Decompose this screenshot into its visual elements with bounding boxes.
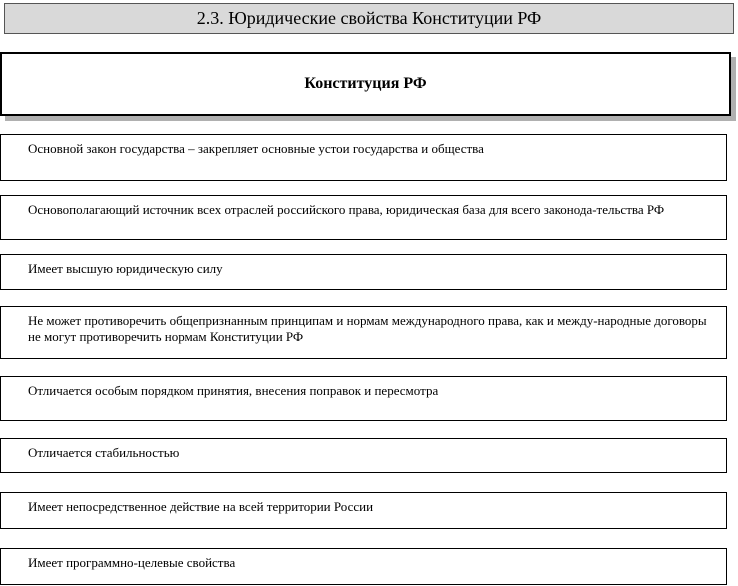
property-text: Основной закон государства – закрепляет основные устои государства и общества [28, 141, 484, 156]
property-box [0, 376, 727, 421]
property-text: Не может противоречить общепризнанным принципам и нормам международного права, как и между-народные договоры не могут противоречить нормам Конституции РФ [28, 313, 707, 344]
property-text: Имеет непосредственное действие на всей территории России [28, 499, 374, 514]
property-box [0, 254, 727, 290]
property-box [0, 195, 727, 240]
main-title-box [0, 52, 731, 116]
property-box [0, 438, 727, 473]
property-box [0, 548, 727, 585]
main-title: Конституция РФ [304, 75, 427, 92]
property-text: Основополагающий источник всех отраслей российского права, юридическая база для всего законода-тельства РФ [28, 202, 665, 217]
property-box [0, 306, 727, 359]
section-title: 2.3. Юридические свойства Конституции РФ [4, 3, 734, 34]
property-text: Имеет программно-целевые свойства [28, 555, 236, 570]
property-box [0, 134, 727, 181]
property-text: Отличается стабильностью [28, 445, 180, 460]
property-text: Отличается особым порядком принятия, внесения поправок и пересмотра [28, 383, 439, 398]
property-box [0, 492, 727, 529]
property-text: Имеет высшую юридическую силу [28, 261, 223, 276]
